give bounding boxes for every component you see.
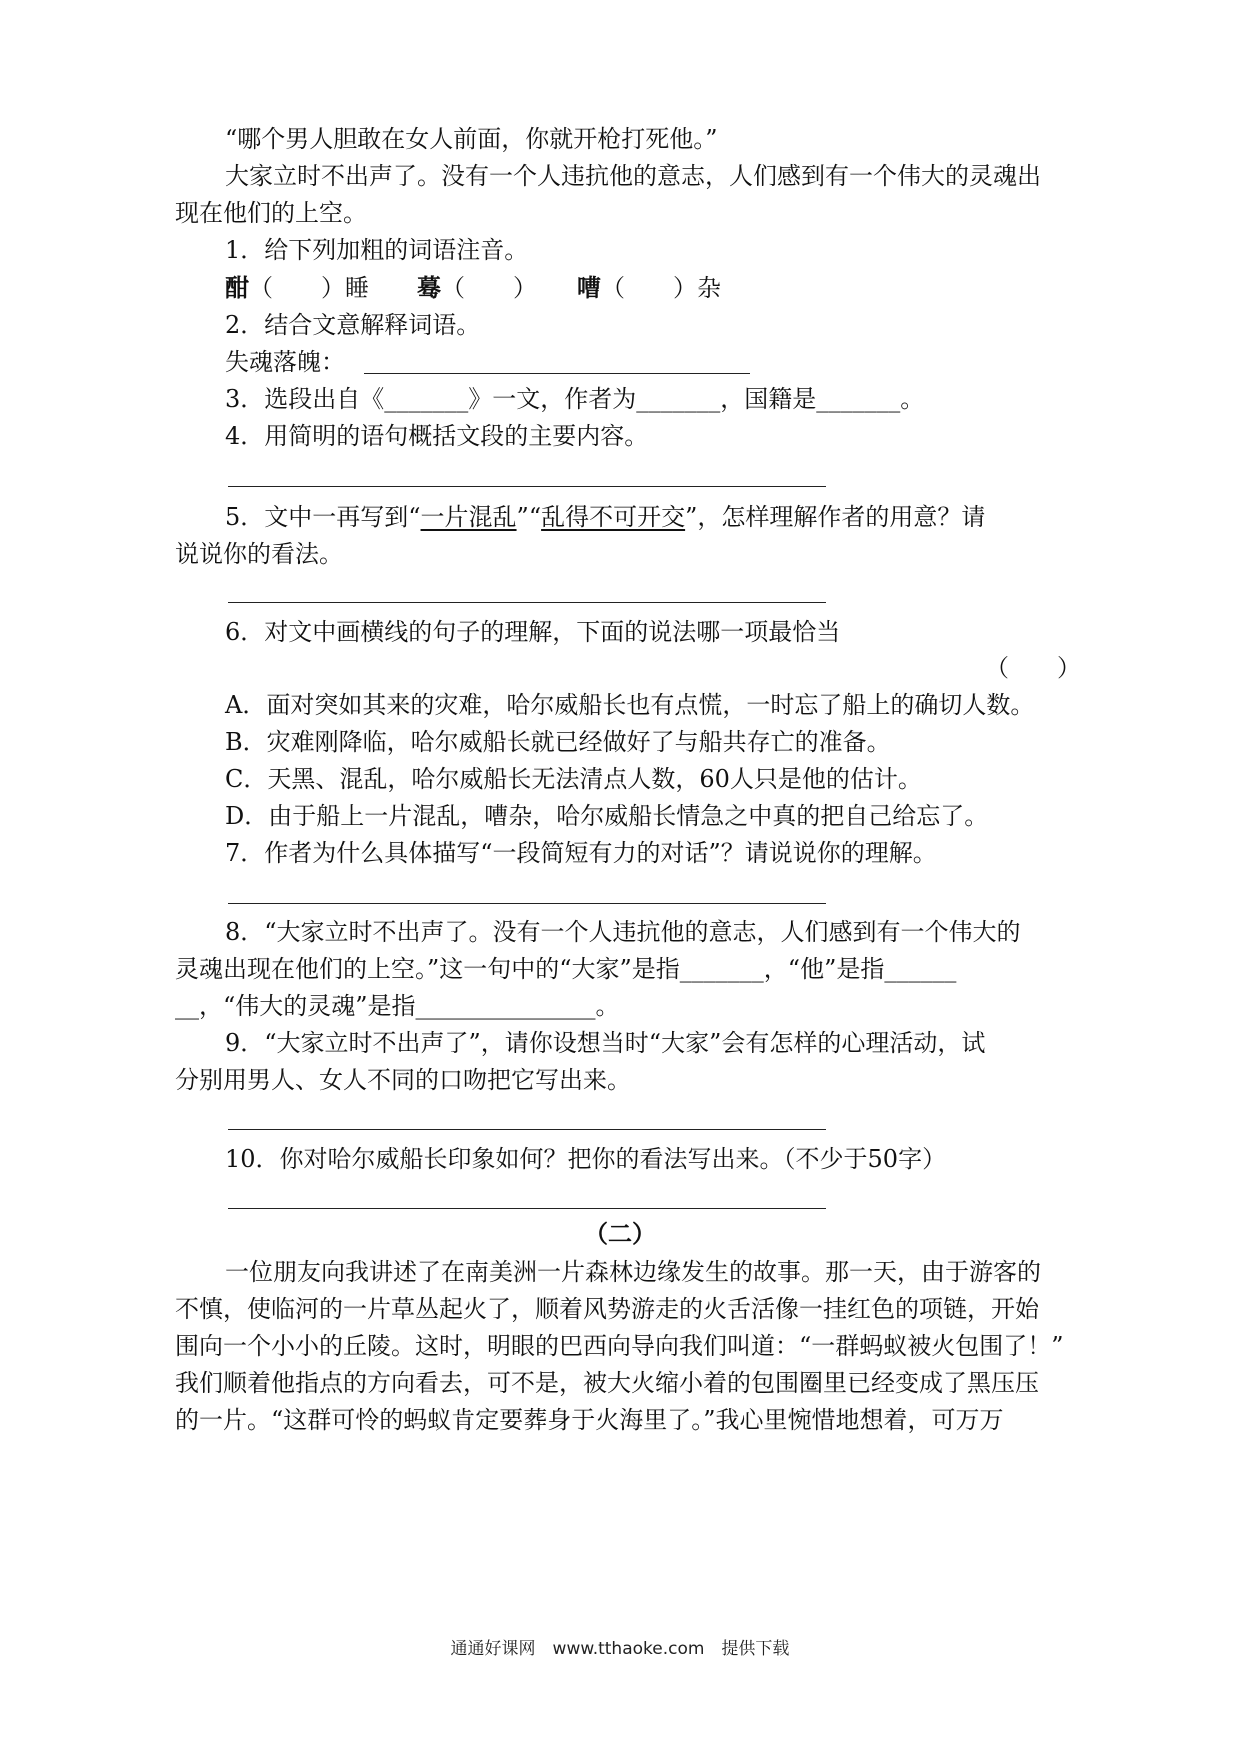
question-2: 2．结合文意解释词语。 [225, 311, 481, 339]
question-9-cont: 分别用男人、女人不同的口吻把它写出来。 [175, 1066, 631, 1094]
q5-text: ”，怎样理解作者的用意？请 [685, 503, 986, 531]
answer-line [228, 602, 826, 603]
question-10: 10．你对哈尔威船长印象如何？把你的看法写出来。（不少于50字） [225, 1145, 947, 1173]
question-2-term: 失魂落魄： [225, 348, 345, 376]
page-footer: 通通好课网 www.tthaoke.com 提供下载 [450, 1639, 790, 1659]
passage-paragraph: 不慎，使临河的一片草丛起火了，顺着风势游走的火舌活像一挂红色的项链，开始 [175, 1295, 1039, 1323]
passage-paragraph: “哪个男人胆敢在女人前面，你就开枪打死他。” [225, 125, 718, 153]
answer-line [228, 1129, 826, 1130]
answer-blank: （ ） [441, 274, 537, 302]
word-rest: 睡 [345, 274, 369, 302]
question-5-cont: 说说你的看法。 [175, 540, 343, 568]
question-6: 6．对文中画横线的句子的理解，下面的说法哪一项最恰当 [225, 618, 841, 646]
question-3: 3．选段出自《_______》一文，作者为_______，国籍是_______。 [225, 385, 925, 413]
answer-line [364, 373, 750, 374]
passage-paragraph: 的一片。“这群可怜的蚂蚁肯定要葬身于火海里了。”我心里惋惜地想着，可万万 [175, 1406, 1004, 1434]
question-8-cont: __，“伟大的灵魂”是指_______________。 [175, 992, 620, 1020]
question-9: 9．“大家立时不出声了”，请你设想当时“大家”会有怎样的心理活动，试 [225, 1029, 986, 1057]
passage-paragraph: 一位朋友向我讲述了在南美洲一片森林边缘发生的故事。那一天，由于游客的 [225, 1258, 1041, 1286]
q5-text: ”“ [516, 503, 542, 531]
bold-word: 蓦 [417, 273, 441, 302]
bold-word: 酣 [225, 273, 249, 302]
answer-line [228, 486, 826, 487]
answer-blank: （ ） [601, 274, 697, 302]
passage-paragraph: 我们顺着他指点的方向看去，可不是，被大火缩小着的包围圈里已经变成了黑压压 [175, 1369, 1039, 1397]
question-5 [225, 497, 1075, 537]
option-d: D．由于船上一片混乱，嘈杂，哈尔威船长情急之中真的把自己给忘了。 [225, 802, 989, 830]
option-a: A．面对突如其来的灾难，哈尔威船长也有点慌，一时忘了船上的确切人数。 [225, 691, 1035, 719]
underlined-phrase: 一片混乱 [420, 503, 517, 531]
passage-paragraph: 大家立时不出声了。没有一个人违抗他的意志，人们感到有一个伟大的灵魂出 [225, 162, 1041, 190]
word-rest: 杂 [697, 274, 721, 302]
answer-line [228, 1208, 826, 1209]
q5-text: 5．文中一再写到“ [225, 503, 421, 531]
passage-paragraph: 现在他们的上空。 [175, 199, 367, 227]
section-heading: （二） [584, 1219, 656, 1248]
question-8-cont: 灵魂出现在他们的上空。”这一句中的“大家”是指_______，“他”是指______ [175, 955, 957, 983]
question-4: 4．用简明的语句概括文段的主要内容。 [225, 422, 649, 450]
option-b: B．灾难刚降临，哈尔威船长就已经做好了与船共存亡的准备。 [225, 728, 891, 756]
question-1-items [225, 268, 1075, 308]
underlined-phrase: 乱得不可开交 [541, 503, 686, 531]
question-8: 8．“大家立时不出声了。没有一个人违抗他的意志，人们感到有一个伟大的 [225, 918, 1021, 946]
option-c: C．天黑、混乱，哈尔威船长无法清点人数，60人只是他的估计。 [225, 765, 922, 793]
answer-paren: （ ） [985, 654, 1081, 682]
answer-blank: （ ） [249, 274, 345, 302]
question-1: 1．给下列加粗的词语注音。 [225, 236, 529, 264]
question-7: 7．作者为什么具体描写“一段简短有力的对话”？请说说你的理解。 [225, 839, 937, 867]
bold-word: 嘈 [577, 273, 601, 302]
answer-line [228, 903, 826, 904]
passage-paragraph: 围向一个小小的丘陵。这时，明眼的巴西向导向我们叫道：“一群蚂蚁被火包围了！” [175, 1332, 1064, 1360]
